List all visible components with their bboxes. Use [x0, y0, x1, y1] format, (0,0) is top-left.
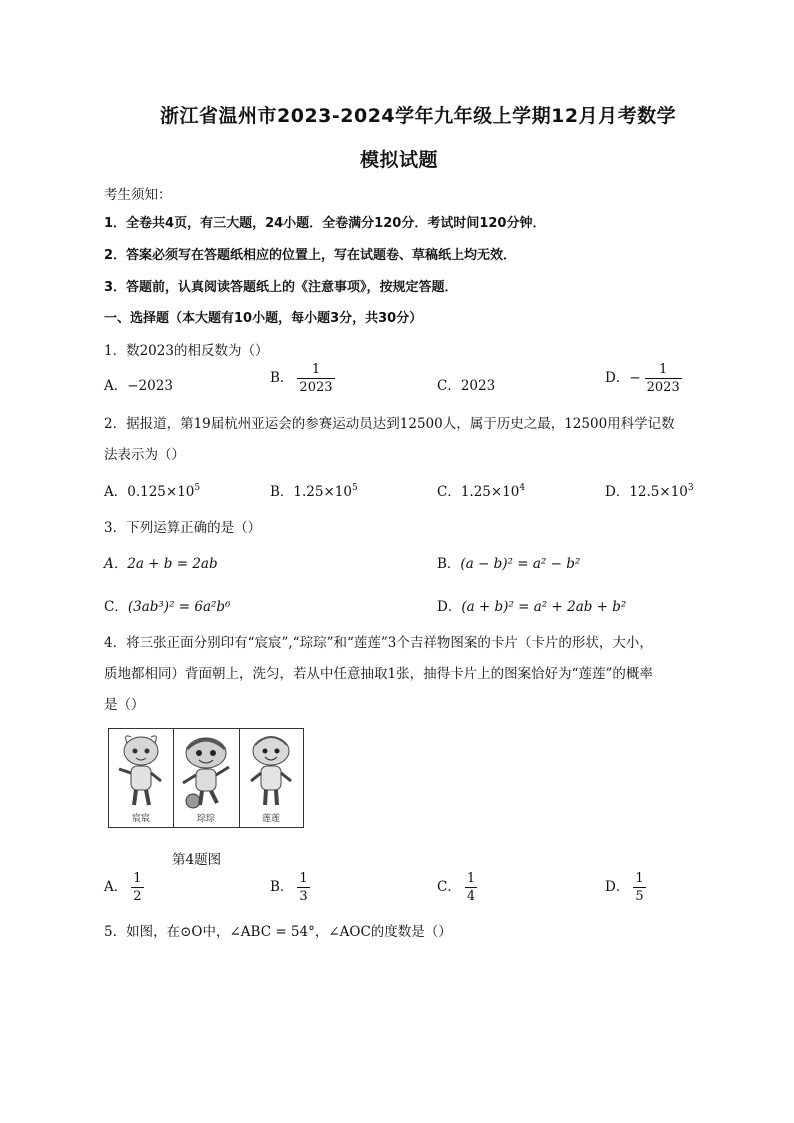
q2-option-a: A．$0.125\times 10^5$ [104, 483, 201, 500]
question-3-stem: 3．下列运算正确的是（） [104, 520, 262, 536]
mascot-name: 琮琮 [196, 814, 215, 824]
page-title: 浙江省温州市2023-2024学年九年级上学期12月月考数学 [160, 105, 677, 127]
option-label: B． [270, 370, 294, 386]
q2-option-d: D．$12.5\times 10^3$ [605, 483, 694, 500]
mascot-image [173, 729, 239, 815]
question-4-stem-cont: 质地都相同）背面朝上，洗匀，若从中任意抽取1张，抽得卡片上的图案恰好为“莲莲”的概率 [104, 666, 653, 682]
question-5-stem: 5．如图，在⊙O中，∠ABC = 54°，∠AOC的度数是（） [104, 924, 452, 940]
page-subtitle: 模拟试题 [360, 149, 439, 171]
q4-option-b: B． $\frac{1}{3}$ [270, 871, 308, 904]
mascot-card [173, 729, 240, 827]
q2-option-c: C．$1.25\times 10^4$ [437, 483, 526, 500]
question-4-stem-end: 是（） [104, 697, 145, 713]
mascot-name: 莲莲 [261, 814, 280, 824]
q1-option-a: A．−2023 [104, 378, 173, 394]
q2-option-b: B．$1.25\times 10^5$ [270, 483, 358, 500]
q4-option-a: A． $\frac{1}{2}$ [104, 871, 142, 904]
mascot-cards-figure [108, 728, 304, 828]
q3-option-a: A．2a + b = 2ab [104, 556, 218, 572]
mascot-image [239, 729, 303, 815]
mascot-card [109, 729, 174, 827]
question-4-stem: 4．将三张正面分别印有“宸宸”,“琮琮”和“莲莲”3个吉祥物图案的卡片（卡片的形状，大小， [104, 635, 653, 651]
mascot-name: 宸宸 [131, 814, 150, 824]
q3-option-b: B．(a − b)² = a² − b² [437, 556, 581, 572]
question-2-stem-cont: 法表示为（） [104, 447, 185, 463]
figure-caption: 第4题图 [172, 852, 222, 868]
q3-option-d: D．(a + b)² = a² + 2ab + b² [437, 599, 627, 615]
question-2-stem: 2．据报道，第19届杭州亚运会的参赛运动员达到12500人，属于历史之最，12500用科学记数 [104, 416, 675, 432]
fraction: $\frac{1}{2023}$ [299, 362, 333, 395]
mascot-image [109, 729, 173, 815]
notice-heading: 考生须知： [104, 187, 172, 203]
option-label: D．− [605, 370, 641, 386]
fraction: $\frac{1}{2023}$ [646, 362, 680, 395]
notice-item: 3．答题前，认真阅读答题纸上的《注意事项》，按规定答题． [104, 280, 458, 295]
section-heading: 一、选择题（本大题有10小题，每小题3分，共30分） [104, 311, 423, 326]
q1-option-b [270, 363, 335, 394]
question-1-stem: 1．数2023的相反数为（） [104, 343, 269, 359]
q4-option-c: C． $\frac{1}{4}$ [437, 871, 476, 904]
q3-option-c: C．(3ab³)² = 6a²b⁶ [104, 599, 231, 615]
notice-item: 1．全卷共4页，有三大题，24小题．全卷满分120分．考试时间120分钟． [104, 216, 546, 231]
q1-option-c: C．2023 [437, 378, 496, 394]
q1-option-d [605, 363, 682, 394]
notice-item: 2．答案必须写在答题纸相应的位置上，写在试题卷、草稿纸上均无效． [104, 248, 517, 263]
mascot-card [239, 729, 303, 827]
q4-option-d: D． $\frac{1}{5}$ [605, 871, 644, 904]
